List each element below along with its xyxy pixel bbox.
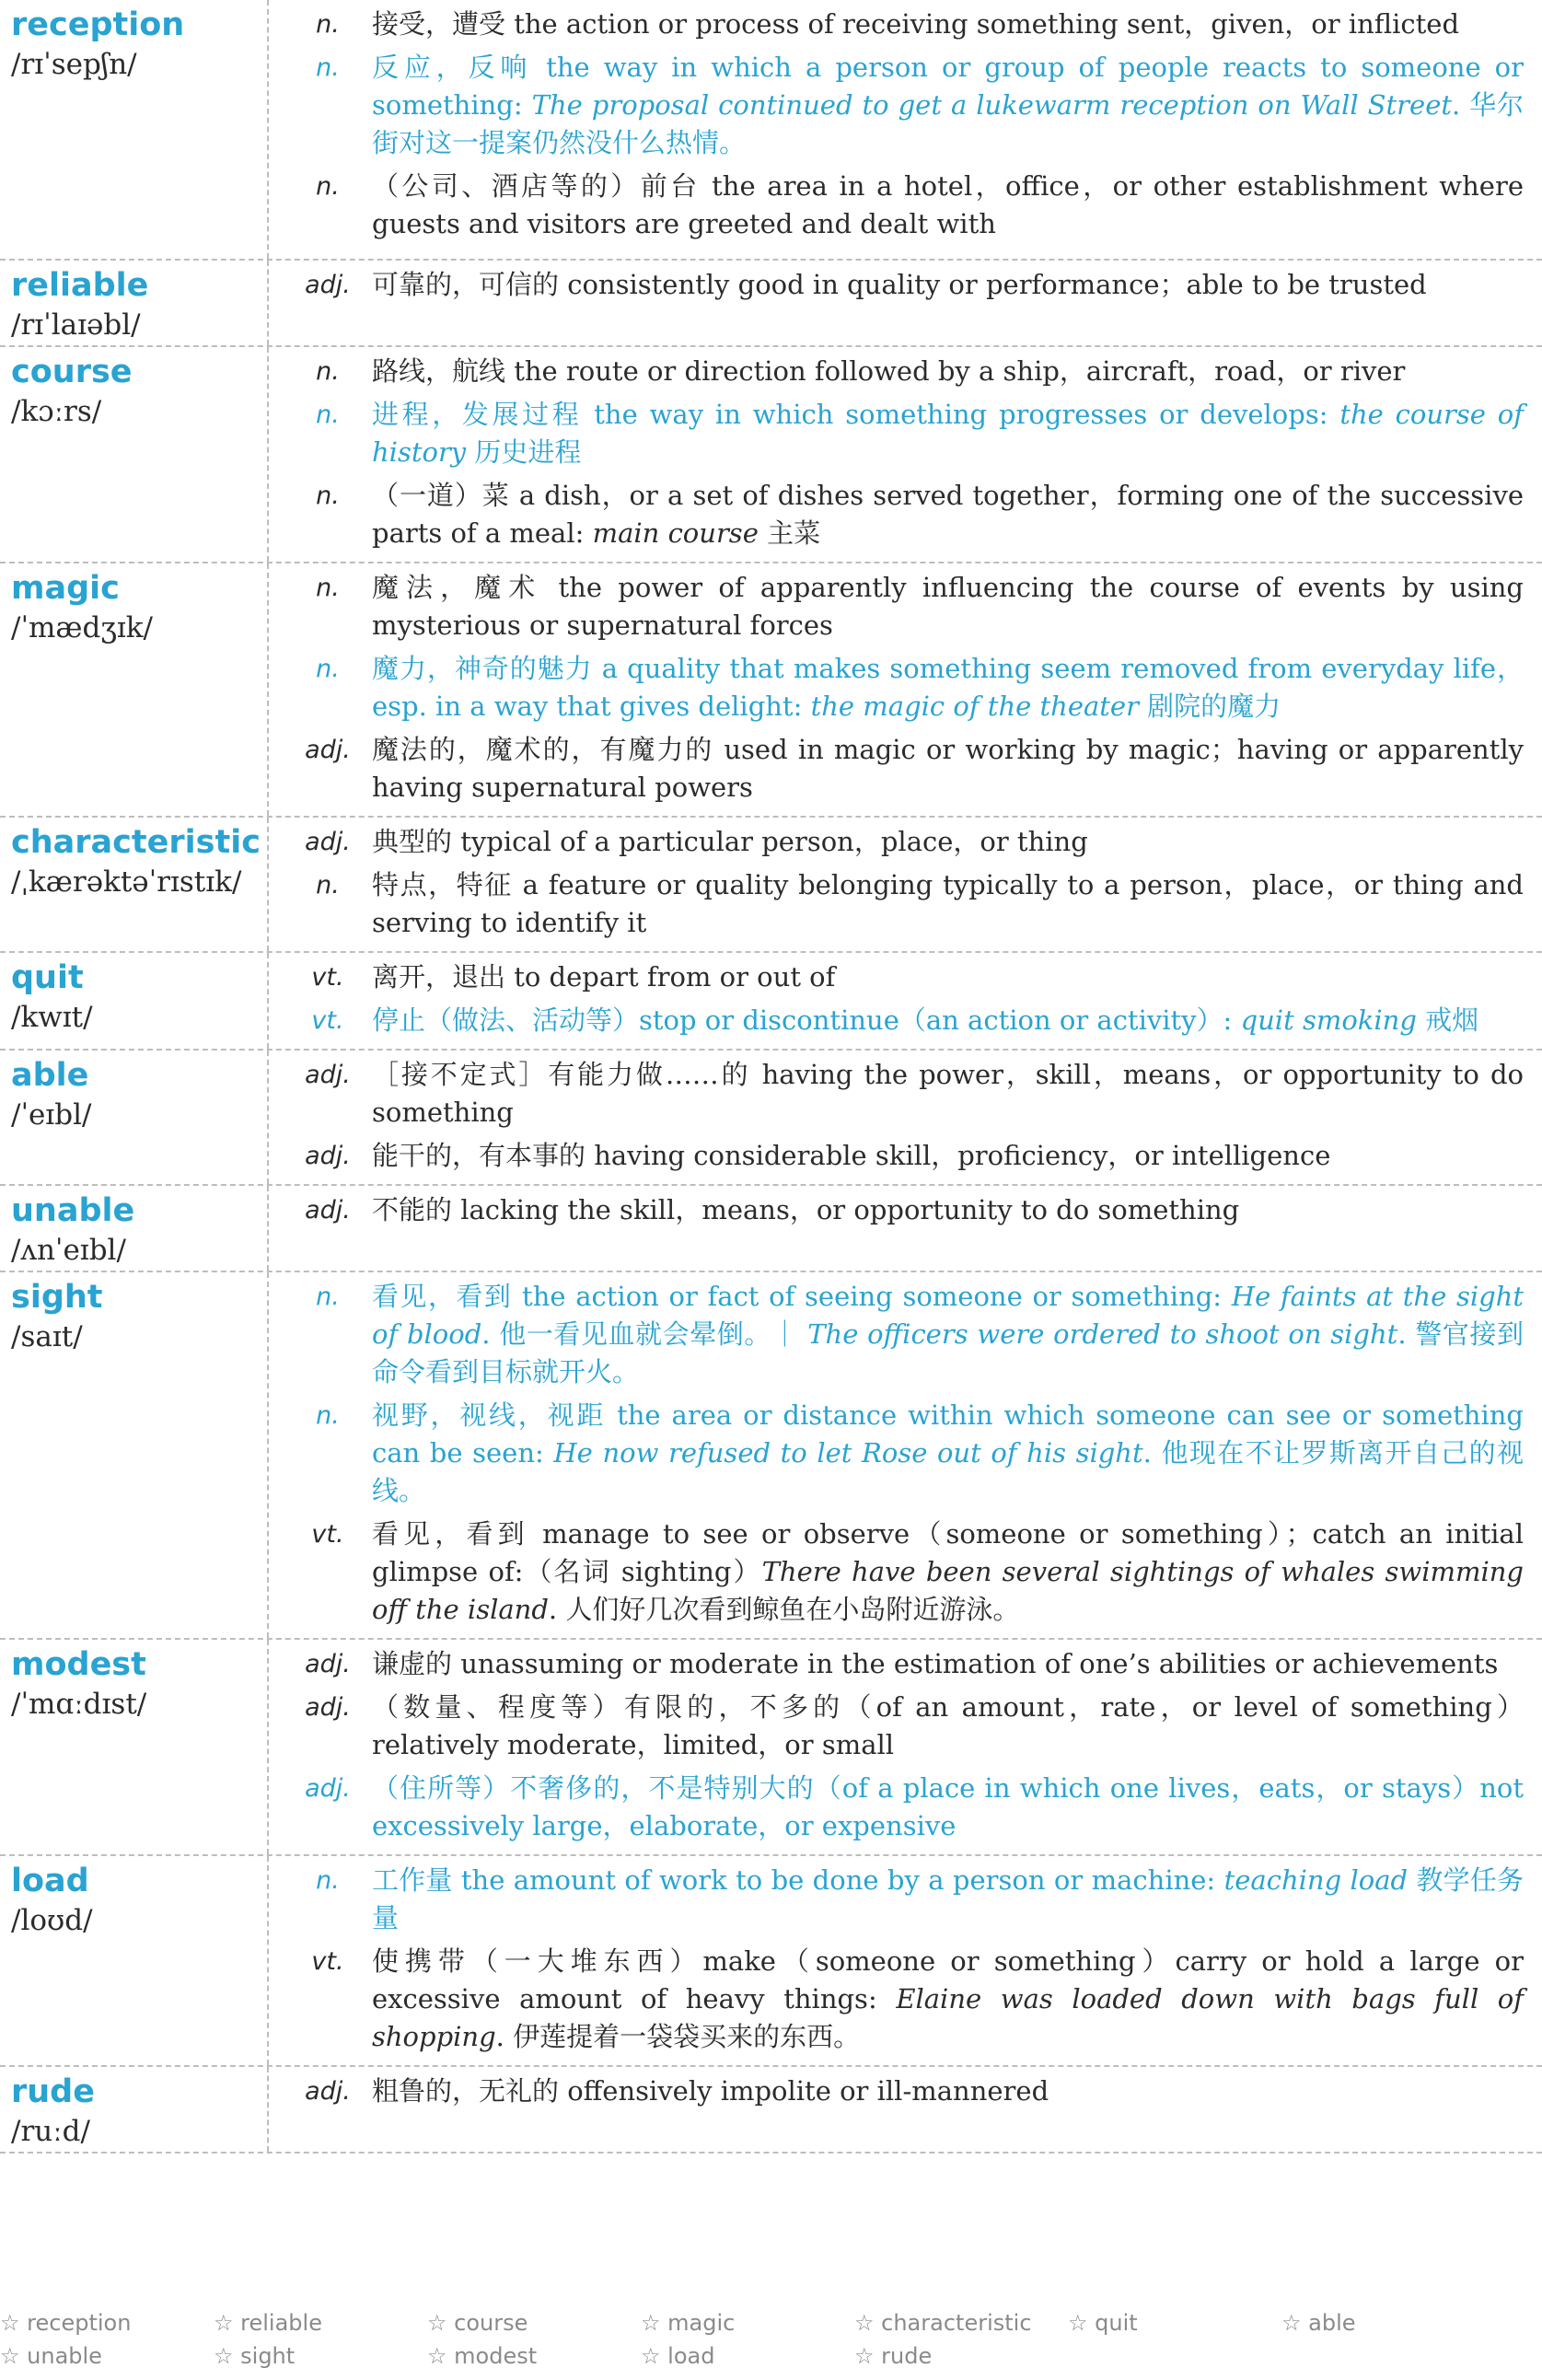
definition-column	[269, 261, 1542, 345]
definition-column	[269, 1051, 1542, 1184]
definition	[372, 49, 1524, 162]
headword-column	[0, 563, 269, 816]
sense	[284, 569, 1524, 644]
example-sentence: There have been several sightings of whales swimming off the island	[372, 1556, 1524, 1625]
part-of-speech: adj.	[305, 1774, 351, 1803]
definition-column	[269, 1272, 1542, 1638]
entry-characteristic	[0, 818, 1542, 953]
headword-column	[0, 347, 269, 562]
definition	[372, 477, 1524, 552]
sense	[284, 958, 1524, 996]
part-of-speech: n.	[316, 655, 340, 683]
definition	[372, 866, 1524, 942]
definition	[372, 1689, 1524, 1764]
phonetic: /rɪˈlaɪəbl/	[11, 308, 141, 342]
part-of-speech: adj.	[305, 1650, 351, 1678]
index-item[interactable]: ☆ modest	[427, 2343, 538, 2369]
index-item[interactable]: ☆ able	[1281, 2310, 1356, 2336]
definition-text: . 人们好几次看到鲸鱼在小岛附近游泳。	[548, 1594, 1020, 1625]
index-item[interactable]: ☆ load	[641, 2343, 715, 2369]
part-of-speech: adj.	[305, 828, 351, 856]
index-item[interactable]: ☆ reception	[0, 2310, 132, 2336]
index-item[interactable]: ☆ unable	[0, 2343, 102, 2369]
sense	[284, 1137, 1524, 1175]
part-of-speech: n.	[316, 1401, 340, 1430]
headword[interactable]: sight	[11, 1279, 103, 1316]
definition-text: 历史进程	[466, 436, 582, 468]
entry-modest	[0, 1640, 1542, 1856]
phonetic: /kwɪt/	[11, 1001, 93, 1034]
definition	[372, 1770, 1524, 1845]
definition	[372, 1056, 1524, 1132]
sense	[284, 1056, 1524, 1132]
definition-text: 看见，看到 manage to see or observe（someone or something）；catch an initial glimpse of:（名词 sighting）	[372, 1518, 1524, 1587]
definition-text: （公司、酒店等的）前台 the area in a hotel，office，or other establishment where guests and visitors are greeted and dealt with	[372, 170, 1524, 239]
definition	[372, 569, 1524, 644]
index-item[interactable]: ☆ reliable	[214, 2310, 322, 2336]
headword[interactable]: modest	[11, 1646, 146, 1683]
definition-text: 路线，航线 the route or direction followed by a ship，aircraft，road，or river	[372, 355, 1406, 387]
index-item[interactable]: ☆ course	[427, 2310, 528, 2336]
definition	[372, 958, 1524, 996]
definition-text: 能干的，有本事的 having considerable skill，proficiency，or intelligence	[372, 1140, 1331, 1171]
entry-load	[0, 1856, 1542, 2067]
headword[interactable]: magic	[11, 570, 120, 607]
definition-column	[269, 1856, 1542, 2065]
definition-text: 特点，特征 a feature or quality belonging typically to a person，place，or thing and serving to identify it	[372, 869, 1524, 938]
headword-column	[0, 1186, 269, 1271]
sense	[284, 1397, 1524, 1510]
definition-text: 接受，遭受 the action or process of receiving something sent，given，or inflicted	[372, 8, 1460, 40]
word-index	[0, 2306, 1542, 2373]
definition-column	[269, 818, 1542, 951]
headword[interactable]: load	[11, 1863, 89, 1899]
headword[interactable]: characteristic	[11, 824, 261, 861]
index-item[interactable]: ☆ quit	[1068, 2310, 1138, 2336]
part-of-speech: n.	[316, 401, 340, 429]
definition-column	[269, 953, 1542, 1049]
definition-text: 主菜	[758, 517, 821, 549]
definition-text: 可靠的，可信的 consistently good in quality or performance；able to be trusted	[372, 269, 1427, 300]
index-item[interactable]: ☆ magic	[641, 2310, 736, 2336]
example-sentence: the magic of the theater	[810, 691, 1139, 722]
example-sentence: quit smoking	[1240, 1004, 1417, 1036]
definition-text: （一道）菜 a dish，or a set of dishes served together，forming one of the successive parts of a meal:	[372, 480, 1524, 549]
entry-able	[0, 1051, 1542, 1186]
sense	[284, 353, 1524, 390]
definition-text: . 伊莲提着一袋袋买来的东西。	[495, 2021, 861, 2052]
definition-column	[269, 1640, 1542, 1854]
headword[interactable]: course	[11, 354, 133, 390]
definition-text: 典型的 typical of a particular person，place，or thing	[372, 826, 1088, 857]
phonetic: /loʊd/	[11, 1904, 93, 1937]
sense	[284, 650, 1524, 726]
part-of-speech: n.	[316, 172, 340, 201]
definition	[372, 1515, 1524, 1629]
part-of-speech: vt.	[311, 1520, 344, 1549]
definition-column	[269, 1186, 1542, 1271]
part-of-speech: n.	[316, 1866, 340, 1895]
sense	[284, 49, 1524, 162]
example-sentence: the course of history	[372, 399, 1524, 468]
sense	[284, 477, 1524, 552]
sense	[284, 1862, 1524, 1937]
definition-text: 谦虚的 unassuming or moderate in the estimation of one’s abilities or achievements	[372, 1648, 1499, 1679]
definition-text: 魔法，魔术 the power of apparently influencing the course of events by using mysterious or supernatural forces	[372, 572, 1524, 641]
entry-quit	[0, 953, 1542, 1051]
part-of-speech: adj.	[305, 1142, 351, 1170]
phonetic: /ʌnˈeɪbl/	[11, 1234, 126, 1267]
word-index-row	[0, 2306, 1542, 2339]
part-of-speech: n.	[316, 357, 340, 386]
definition	[372, 731, 1524, 807]
entry-reception	[0, 0, 1542, 261]
part-of-speech: adj.	[305, 2077, 351, 2106]
phonetic: /kɔːrs/	[11, 395, 102, 428]
phonetic: /rɪˈsepʃn/	[11, 48, 137, 81]
definition	[372, 6, 1524, 43]
example-sentence: He faints at the sight of blood	[372, 1281, 1524, 1350]
definition	[372, 1645, 1524, 1683]
definition	[372, 1278, 1524, 1391]
part-of-speech: adj.	[305, 1061, 351, 1089]
sense	[284, 1191, 1524, 1229]
definition	[372, 396, 1524, 471]
definition-text: 离开，退出 to depart from or out of	[372, 961, 836, 993]
headword[interactable]: unable	[11, 1192, 135, 1229]
word-index-row	[0, 2339, 1542, 2373]
sense	[284, 1515, 1524, 1629]
definition-text: . 他现在不让罗斯离开自己的视线。	[372, 1437, 1525, 1506]
part-of-speech: n.	[316, 871, 340, 900]
definition-column	[269, 2067, 1542, 2152]
definition-text: 停止（做法、活动等）stop or discontinue（an action or activity）:	[372, 1004, 1241, 1036]
part-of-speech: n.	[316, 482, 340, 510]
sense	[284, 396, 1524, 471]
phonetic: /ˌkærəktəˈrɪstɪk/	[11, 865, 242, 899]
example-sentence: main course	[592, 517, 759, 549]
part-of-speech: adj.	[305, 1693, 351, 1722]
headword-column	[0, 1640, 269, 1854]
sense	[284, 1943, 1524, 2056]
definition-column	[269, 347, 1542, 562]
definition-text: 进程，发展过程 the way in which something progresses or develops:	[372, 399, 1340, 430]
headword[interactable]: rude	[11, 2073, 95, 2110]
definition	[372, 168, 1524, 243]
example-sentence: He now refused to let Rose out of his sight	[553, 1437, 1143, 1469]
definition	[372, 2072, 1524, 2110]
definition	[372, 1397, 1524, 1510]
entry-magic	[0, 563, 1542, 818]
phonetic: /ruːd/	[11, 2115, 90, 2148]
phonetic: /saɪt/	[11, 1320, 83, 1353]
sense	[284, 1278, 1524, 1391]
entry-reliable	[0, 261, 1542, 347]
definition-text: . 华尔街对这一提案仍然没什么热情。	[372, 89, 1524, 158]
definition	[372, 266, 1524, 304]
definition-text: 反应，反响 the way in which a person or group of people reacts to someone or something:	[372, 52, 1524, 121]
part-of-speech: n.	[316, 1283, 340, 1311]
part-of-speech: n.	[316, 53, 340, 82]
entry-unable	[0, 1186, 1542, 1272]
part-of-speech: vt.	[311, 1947, 344, 1976]
example-sentence: Elaine was loaded down with bags full of shopping	[372, 1983, 1524, 2052]
definition-text: 工作量 the amount of work to be done by a person or machine:	[372, 1864, 1224, 1896]
phonetic: /ˈmɑːdɪst/	[11, 1688, 147, 1721]
definition	[372, 1137, 1524, 1175]
sense	[284, 2072, 1524, 2110]
example-sentence: The officers were ordered to shoot on sight	[807, 1318, 1398, 1350]
definition	[372, 353, 1524, 390]
headword-column	[0, 1272, 269, 1638]
part-of-speech: adj.	[305, 736, 351, 764]
definition-text: 魔法的，魔术的，有魔力的 used in magic or working by magic；having or apparently having supernatural powers	[372, 734, 1524, 803]
index-item[interactable]: ☆ characteristic	[854, 2310, 1032, 2336]
definition-column	[269, 563, 1542, 816]
index-item[interactable]: ☆ rude	[854, 2343, 933, 2369]
sense	[284, 168, 1524, 243]
entry-course	[0, 347, 1542, 563]
headword[interactable]: reliable	[11, 267, 149, 304]
part-of-speech: n.	[316, 10, 340, 39]
sense	[284, 1689, 1524, 1764]
headword[interactable]: quit	[11, 959, 84, 996]
sense	[284, 1002, 1524, 1039]
definition-text: 粗鲁的，无礼的 offensively impolite or ill-mannered	[372, 2075, 1049, 2107]
sense	[284, 6, 1524, 43]
headword-column	[0, 2067, 269, 2152]
sense	[284, 1645, 1524, 1683]
index-item[interactable]: ☆ sight	[214, 2343, 296, 2369]
definition-text: 教学任务量	[372, 1864, 1524, 1933]
definition-text: 视野，视线，视距 the area or distance within which someone can see or something can be seen:	[372, 1399, 1524, 1469]
headword-column	[0, 818, 269, 951]
sense	[284, 731, 1524, 807]
definition-text: （住所等）不奢侈的，不是特别大的（of a place in which one lives，eats，or stays）not excessively large，elaborate，or expensive	[372, 1772, 1524, 1841]
definition	[372, 823, 1524, 861]
definition-text: . 他一看见血就会晕倒。｜	[481, 1318, 808, 1350]
example-sentence: teaching load	[1223, 1864, 1409, 1896]
phonetic: /ˈmædʒɪk/	[11, 611, 153, 644]
definition	[372, 1191, 1524, 1229]
part-of-speech: vt.	[311, 963, 344, 992]
part-of-speech: vt.	[311, 1006, 344, 1035]
headword-column	[0, 953, 269, 1049]
sense	[284, 1770, 1524, 1845]
headword-column	[0, 0, 269, 259]
sense	[284, 266, 1524, 304]
definition	[372, 1943, 1524, 2056]
phonetic: /ˈeɪbl/	[11, 1098, 92, 1132]
definition-text: 魔力，神奇的魅力 a quality that makes something seem removed from everyday life，esp. in a way that gives delight:	[372, 653, 1524, 722]
entry-rude	[0, 2067, 1542, 2154]
headword-column	[0, 1051, 269, 1184]
definition-text: 看见，看到 the action or fact of seeing someone or something:	[372, 1281, 1232, 1312]
definition-column	[269, 0, 1542, 259]
definition	[372, 1002, 1524, 1039]
definition-text: . 警官接到命令看到目标就开火。	[372, 1318, 1524, 1387]
sense	[284, 866, 1524, 942]
headword-column	[0, 261, 269, 345]
headword[interactable]: reception	[11, 6, 185, 43]
definition-text: 使携带（一大堆东西）make（someone or something）carry or hold a large or excessive amount of heavy things:	[372, 1945, 1524, 2014]
headword[interactable]: able	[11, 1057, 89, 1094]
sense	[284, 823, 1524, 861]
definition-text: ［接不定式］有能力做……的 having the power，skill，means，or opportunity to do something	[372, 1059, 1524, 1128]
definition	[372, 650, 1524, 726]
definition-text: （数量、程度等）有限的，不多的（of an amount，rate，or level of something）relatively moderate，limited，or small	[372, 1691, 1524, 1760]
definition-text: 不能的 lacking the skill，means，or opportunity to do something	[372, 1194, 1240, 1225]
example-sentence: The proposal continued to get a lukewarm reception on Wall Street	[531, 89, 1453, 121]
definition-text: 剧院的魔力	[1138, 691, 1281, 722]
part-of-speech: adj.	[305, 271, 351, 299]
definition-text: 戒烟	[1416, 1004, 1479, 1036]
part-of-speech: adj.	[305, 1196, 351, 1225]
part-of-speech: n.	[316, 574, 340, 602]
headword-column	[0, 1856, 269, 2065]
definition	[372, 1862, 1524, 1937]
entry-sight	[0, 1272, 1542, 1640]
